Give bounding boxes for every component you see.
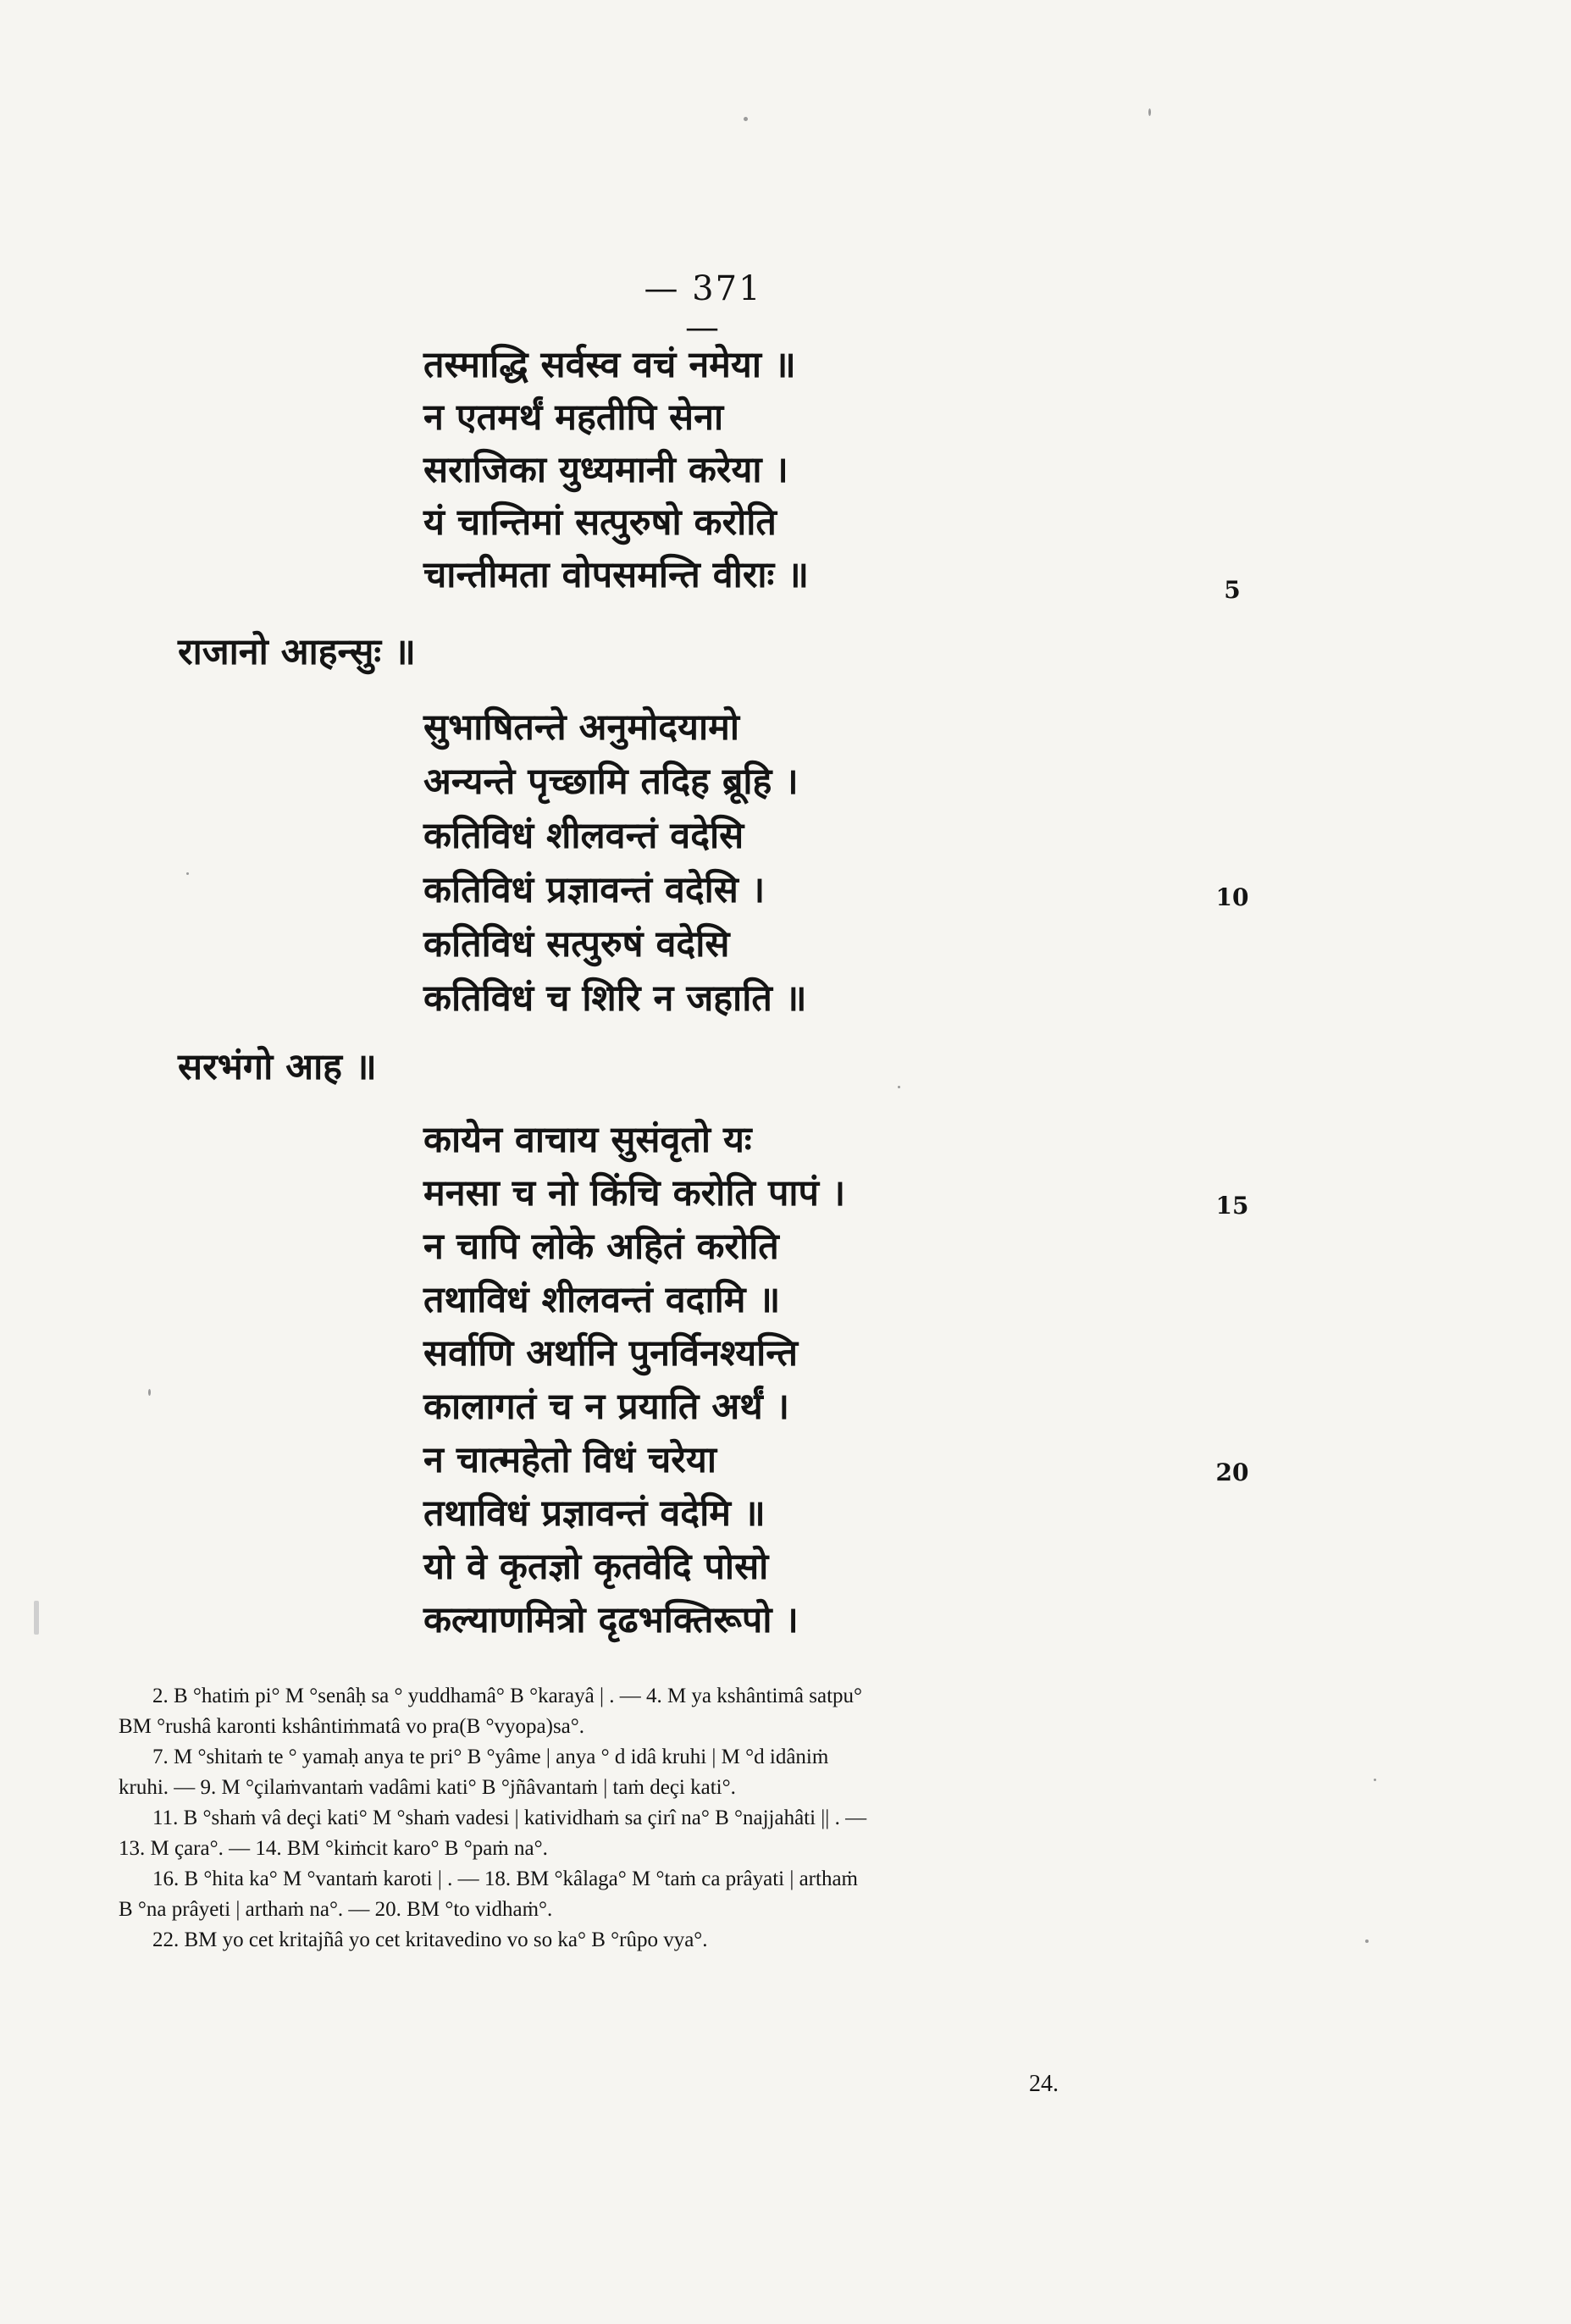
- verse-line: कतिविधं शीलवन्तं वदेसि: [423, 815, 744, 857]
- footnote-line: BM °rushâ karonti kshântiṁmatâ vo pra(B °vyopa)sa°.: [119, 1715, 585, 1738]
- scan-speck: [148, 1389, 151, 1396]
- speaker-heading: सरभंगो आह ॥: [178, 1046, 377, 1088]
- verse-line: कायेन वाचाय सुसंवृतो यः: [423, 1119, 752, 1161]
- verse-line: अन्यन्ते पृच्छामि तदिह ब्रूहि ।: [423, 761, 799, 803]
- verse-line: न चापि लोके अहितं करोति: [423, 1226, 779, 1268]
- verse-line: मनसा च नो किंचि करोति पापं ।: [423, 1172, 846, 1215]
- footnote-line: 22. BM yo cet kritajñâ yo cet kritavedino vo so ka° B °rûpo vya°.: [152, 1928, 708, 1951]
- footnote-line: 7. M °shitaṁ te ° yamaḥ anya te pri° B °yâme | anya ° d idâ kruhi | M °d idâniṁ: [152, 1746, 829, 1768]
- verse-line: न एतमर्थं महतीपि सेना: [423, 396, 724, 439]
- line-number: 15: [1215, 1192, 1249, 1220]
- speaker-heading: राजानो आहन्सुः ॥: [178, 631, 416, 673]
- line-number: 10: [1215, 883, 1249, 911]
- verse-line: सुभाषितन्ते अनुमोदयामो: [423, 706, 739, 749]
- footnote-line: 2. B °hatiṁ pi° M °senâḥ sa ° yuddhamâ° B °karayâ | . — 4. M ya kshântimâ satpu°: [152, 1685, 863, 1707]
- verse-line: तस्माद्धि सर्वस्व वचं नमेया ॥: [423, 344, 796, 386]
- scan-speck: [34, 1601, 39, 1635]
- scan-speck: [1374, 1779, 1376, 1781]
- verse-line: कतिविधं सत्पुरुषं वदेसि: [423, 923, 730, 966]
- page-number: — 371 —: [644, 269, 762, 347]
- line-number: 20: [1215, 1458, 1249, 1486]
- footnote-line: kruhi. — 9. M °çilaṁvantaṁ vadâmi kati° B °jñâvantaṁ | taṁ deçi kati°.: [119, 1776, 736, 1799]
- scan-speck: [1365, 1939, 1369, 1943]
- verse-line: यो वे कृतज्ञो कृतवेदि पोसो: [423, 1546, 769, 1588]
- verse-line: तथाविधं शीलवन्तं वदामि ॥: [423, 1279, 781, 1321]
- footnote-line: B °na prâyeti | arthaṁ na°. — 20. BM °to vidhaṁ°.: [119, 1898, 553, 1921]
- scan-speck: [744, 117, 748, 121]
- verse-line: यं चान्तिमां सत्पुरुषो करोति: [423, 501, 777, 544]
- footnote-line: 13. M çara°. — 14. BM °kiṁcit karo° B °paṁ na°.: [119, 1837, 548, 1860]
- footnotes: [119, 1681, 1211, 1956]
- verse-line: कतिविधं प्रज्ञावन्तं वदेसि ।: [423, 869, 766, 911]
- scan-speck: [186, 872, 189, 875]
- verse-line: सर्वाणि अर्थानि पुनर्विनश्यन्ति: [423, 1332, 799, 1375]
- line-number: 5: [1224, 576, 1241, 604]
- scan-speck: [898, 1086, 900, 1088]
- verse-line: कल्याणमित्रो दृढभक्तिरूपो ।: [423, 1599, 799, 1641]
- verse-line: तथाविधं प्रज्ञावन्तं वदेमि ॥: [423, 1492, 766, 1535]
- scan-speck: [1148, 108, 1151, 116]
- verse-line: कालागतं च न प्रयाति अर्थं ।: [423, 1386, 790, 1428]
- verse-line: कतिविधं च शिरि न जहाति ॥: [423, 977, 807, 1020]
- footnote-line: 16. B °hita ka° M °vantaṁ karoti | . — 18. BM °kâlaga° M °taṁ ca prâyati | arthaṁ: [152, 1868, 858, 1890]
- verse-line: चान्तीमता वोपसमन्ति वीराः ॥: [423, 554, 809, 596]
- footnote-line: 11. B °shaṁ vâ deçi kati° M °shaṁ vadesi | katividhaṁ sa çirî na° B °najjahâti || . —: [152, 1807, 867, 1829]
- verse-line: न चात्महेतो विधं चरेया: [423, 1439, 716, 1481]
- signature-mark: 24.: [1029, 2071, 1059, 2097]
- verse-line: सराजिका युध्यमानी करेया ।: [423, 449, 788, 491]
